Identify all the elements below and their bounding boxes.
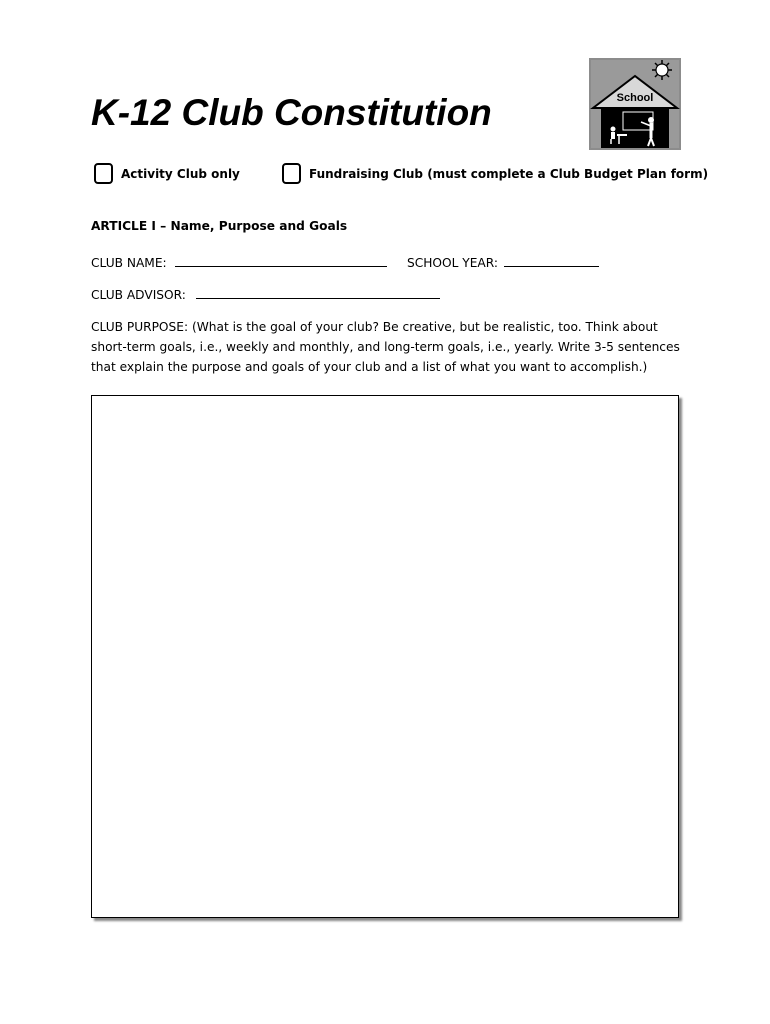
page-title: K-12 Club Constitution: [91, 92, 492, 133]
activity-club-checkbox[interactable]: [94, 163, 113, 184]
activity-club-option[interactable]: [94, 163, 240, 184]
article-heading: ARTICLE I – Name, Purpose and Goals: [91, 219, 348, 233]
fundraising-club-option[interactable]: [282, 163, 708, 184]
club-purpose-instructions: CLUB PURPOSE: (What is the goal of your club? Be creative, but be realistic, too. Think about short-term goals, i.e., weekly and monthly, and long-term goals, i.e., yearly. Write 3-5 sentences that explain the purpose and goals of your club and a list of what you want to accomplish.): [91, 320, 680, 374]
school-year-field[interactable]: [504, 254, 599, 267]
school-year-row: [407, 254, 599, 270]
school-house-icon: [589, 58, 681, 150]
activity-club-label: Activity Club only: [121, 166, 240, 181]
logo-text: School: [616, 92, 654, 104]
fundraising-club-checkbox[interactable]: [282, 163, 301, 184]
club-advisor-row: [91, 286, 440, 302]
club-advisor-label: CLUB ADVISOR:: [91, 288, 186, 302]
club-name-field[interactable]: [175, 254, 387, 267]
school-year-label: SCHOOL YEAR:: [407, 256, 498, 270]
club-purpose-answer-box[interactable]: [91, 395, 679, 918]
club-name-label: CLUB NAME:: [91, 256, 167, 270]
club-name-row: [91, 254, 387, 270]
club-advisor-field[interactable]: [196, 286, 440, 299]
fundraising-club-label: Fundraising Club (must complete a Club Budget Plan form): [309, 166, 709, 181]
